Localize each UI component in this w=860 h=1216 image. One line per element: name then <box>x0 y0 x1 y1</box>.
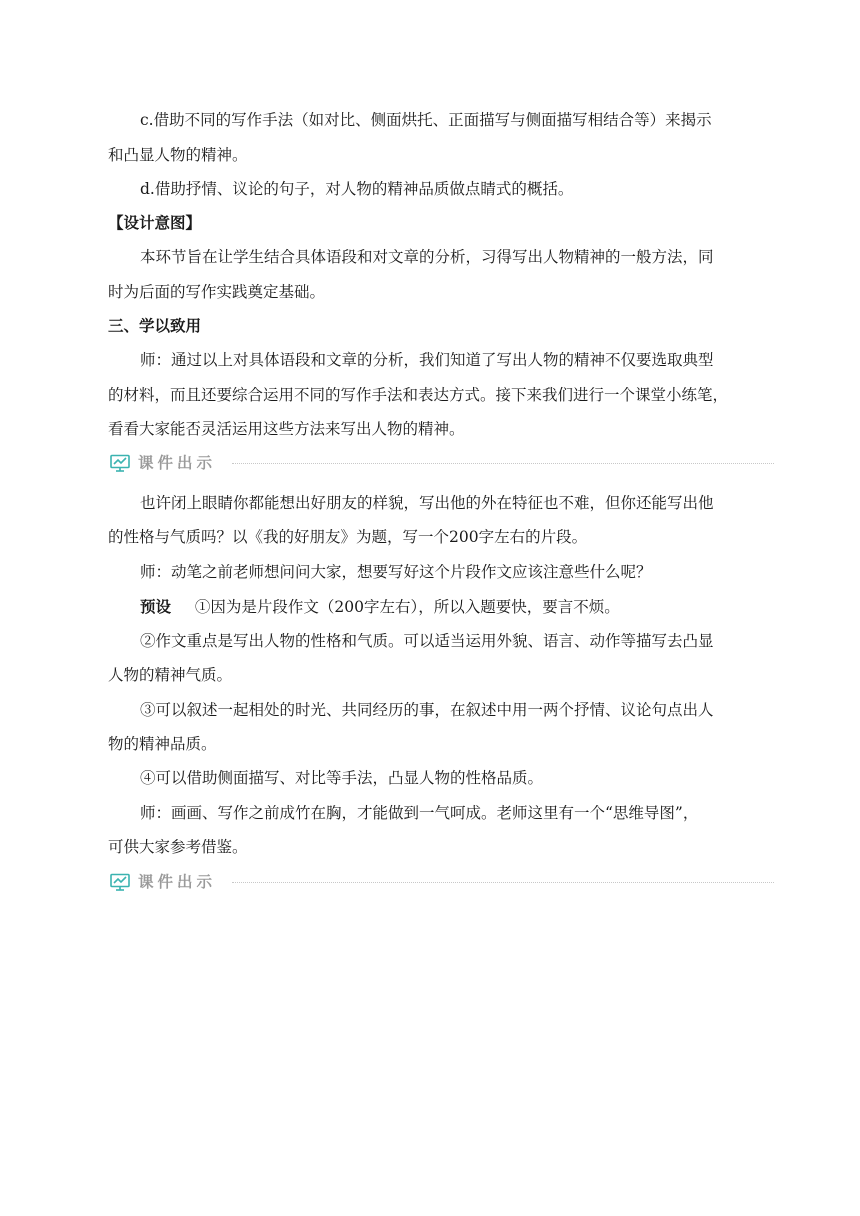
banner-label: 课件出示 <box>138 454 217 472</box>
paragraph-line: 和凸显人物的精神。 <box>108 146 248 164</box>
paragraph-line: 师：动笔之前老师想问问大家，想要写好这个片段作文应该注意些什么呢？ <box>140 563 652 581</box>
preset-label: 预设 <box>140 598 172 616</box>
paragraph-line: ③可以叙述一起相处的时光、共同经历的事，在叙述中用一两个抒情、议论句点出人 <box>140 701 714 719</box>
paragraph-line: 也许闭上眼睛你都能想出好朋友的样貌，写出他的外在特征也不难，但你还能写出他 <box>140 494 714 512</box>
paragraph-line: 本环节旨在让学生结合具体语段和对文章的分析，习得写出人物精神的一般方法，同 <box>140 248 714 266</box>
banner-label: 课件出示 <box>138 873 217 891</box>
paragraph-line: ④可以借助侧面描写、对比等手法，凸显人物的性格品质。 <box>140 769 544 787</box>
paragraph-line: ②作文重点是写出人物的性格和气质。可以适当运用外貌、语言、动作等描写去凸显 <box>140 632 714 650</box>
paragraph-line: 的材料，而且还要综合运用不同的写作手法和表达方式。接下来我们进行一个课堂小练笔， <box>108 386 729 404</box>
preset-line <box>140 596 620 618</box>
courseware-banner <box>108 452 774 474</box>
presentation-icon <box>110 454 130 472</box>
paragraph-line: 可供大家参考借鉴。 <box>108 838 248 856</box>
paragraph-line: 师：画画、写作之前成竹在胸，才能做到一气呵成。老师这里有一个“思维导图”， <box>140 804 699 822</box>
paragraph-line: 的性格与气质吗？以《我的好朋友》为题，写一个200字左右的片段。 <box>108 528 588 546</box>
paragraph-line: 时为后面的写作实践奠定基础。 <box>108 283 326 301</box>
paragraph-line: 人物的精神气质。 <box>108 666 233 684</box>
section-heading-application: 三、学以致用 <box>108 317 202 335</box>
section-heading-design-intent: 【设计意图】 <box>108 214 202 232</box>
courseware-banner <box>108 871 774 893</box>
dotted-divider <box>232 463 774 464</box>
paragraph-line: 物的精神品质。 <box>108 735 217 753</box>
paragraph-line: c.借助不同的写作手法（如对比、侧面烘托、正面描写与侧面描写相结合等）来揭示 <box>140 111 712 129</box>
dotted-divider <box>232 882 774 883</box>
presentation-icon <box>110 873 130 891</box>
paragraph-line: 师：通过以上对具体语段和文章的分析，我们知道了写出人物的精神不仅要选取典型 <box>140 351 714 369</box>
preset-text: ①因为是片段作文（200字左右），所以入题要快，要言不烦。 <box>194 598 620 616</box>
paragraph-line: 看看大家能否灵活运用这些方法来写出人物的精神。 <box>108 420 465 438</box>
paragraph-line: d.借助抒情、议论的句子，对人物的精神品质做点睛式的概括。 <box>140 180 574 198</box>
